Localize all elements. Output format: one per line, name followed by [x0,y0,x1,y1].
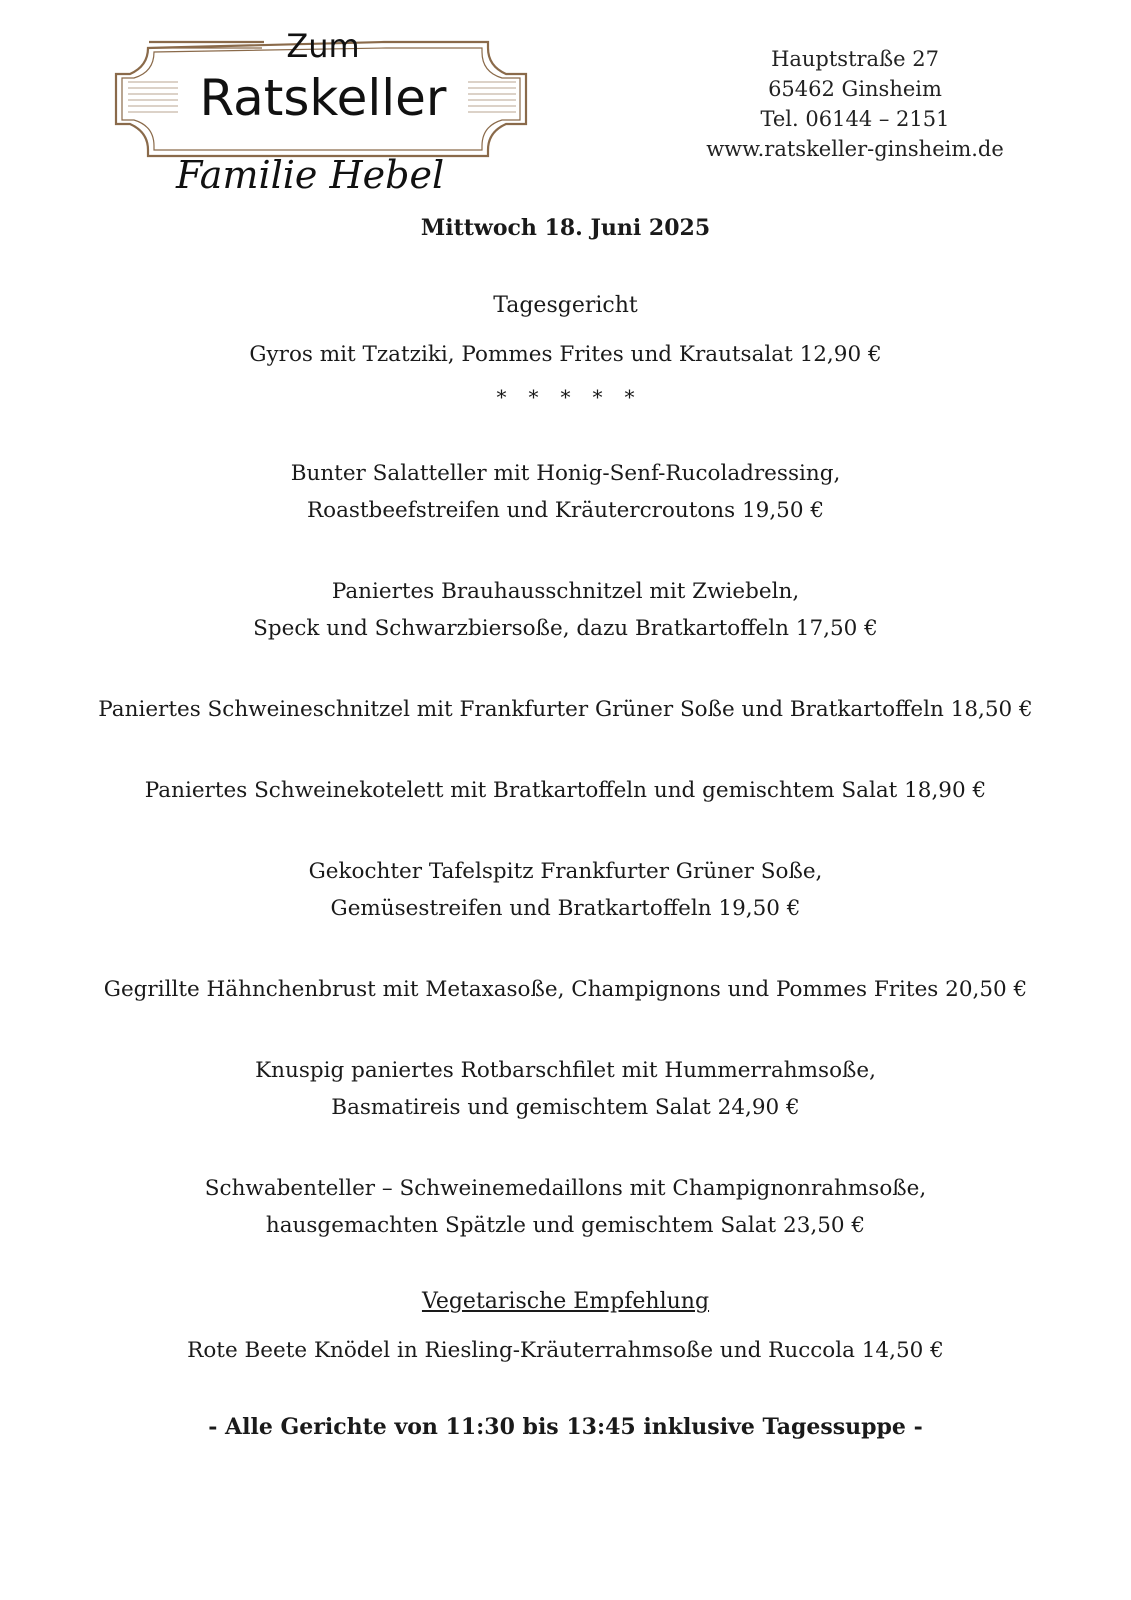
dish-line: Gekochter Tafelspitz Frankfurter Grüner Soße, [308,859,823,884]
dish-line: Roastbeefstreifen und Kräutercroutons 19,50 € [306,498,825,523]
dish-line: Schwabenteller – Schweinemedaillons mit Champignonrahmsoße, [204,1176,927,1201]
dish-item [0,853,1131,927]
dish-list [0,455,1131,1244]
vegetarian-title: Vegetarische Empfehlung [421,1289,710,1314]
tagesgericht-title: Tagesgericht [493,293,638,318]
dish-line: Paniertes Schweinekotelett mit Bratkartoffeln und gemischtem Salat 18,90 € [144,778,987,803]
dish-line: Paniertes Brauhausschnitzel mit Zwiebeln, [331,579,800,604]
footer-note: - Alle Gerichte von 11:30 bis 13:45 inklusive Tagessuppe - [208,1414,923,1440]
dish-item [0,455,1131,529]
restaurant-logo [114,26,532,206]
tagesgericht-dish: Gyros mit Tzatziki, Pommes Frites und Krautsalat 12,90 € [249,342,882,367]
dish-line: Speck und Schwarzbiersoße, dazu Bratkartoffeln 17,50 € [253,616,878,641]
vegetarian-dish: Rote Beete Knödel in Riesling-Kräuterrahmsoße und Ruccola 14,50 € [187,1338,944,1363]
menu-content [0,212,1131,1443]
separator-stars: ***** [496,385,657,409]
dish-line: Bunter Salatteller mit Honig-Senf-Rucoladressing, [290,461,841,486]
dish-item [0,573,1131,647]
address-block [660,44,1050,164]
dish-line: Paniertes Schweineschnitzel mit Frankfurter Grüner Soße und Bratkartoffeln 18,50 € [98,697,1033,722]
logo-zum: Zum [286,27,360,65]
dish-item [0,1052,1131,1126]
dish-line: Basmatireis und gemischtem Salat 24,90 € [331,1095,800,1120]
address-street: Hauptstraße 27 [771,47,939,71]
dish-line: hausgemachten Spätzle und gemischtem Salat 23,50 € [265,1213,866,1238]
dish-line: Knuspig paniertes Rotbarschfilet mit Hummerrahmsoße, [255,1058,876,1083]
logo-name: Ratskeller [199,69,447,127]
address-city: 65462 Ginsheim [768,77,942,101]
logo-family-name: Familie Hebel [176,153,445,197]
address-phone: Tel. 06144 – 2151 [760,107,950,131]
dish-item [0,691,1131,728]
dish-item [0,772,1131,809]
dish-line: Gemüsestreifen und Bratkartoffeln 19,50 € [330,896,801,921]
dish-line: Gegrillte Hähnchenbrust mit Metaxasoße, Champignons und Pommes Frites 20,50 € [103,977,1028,1002]
address-website[interactable]: www.ratskeller-ginsheim.de [706,137,1004,161]
dish-item [0,971,1131,1008]
menu-date: Mittwoch 18. Juni 2025 [420,215,711,241]
dish-item [0,1170,1131,1244]
